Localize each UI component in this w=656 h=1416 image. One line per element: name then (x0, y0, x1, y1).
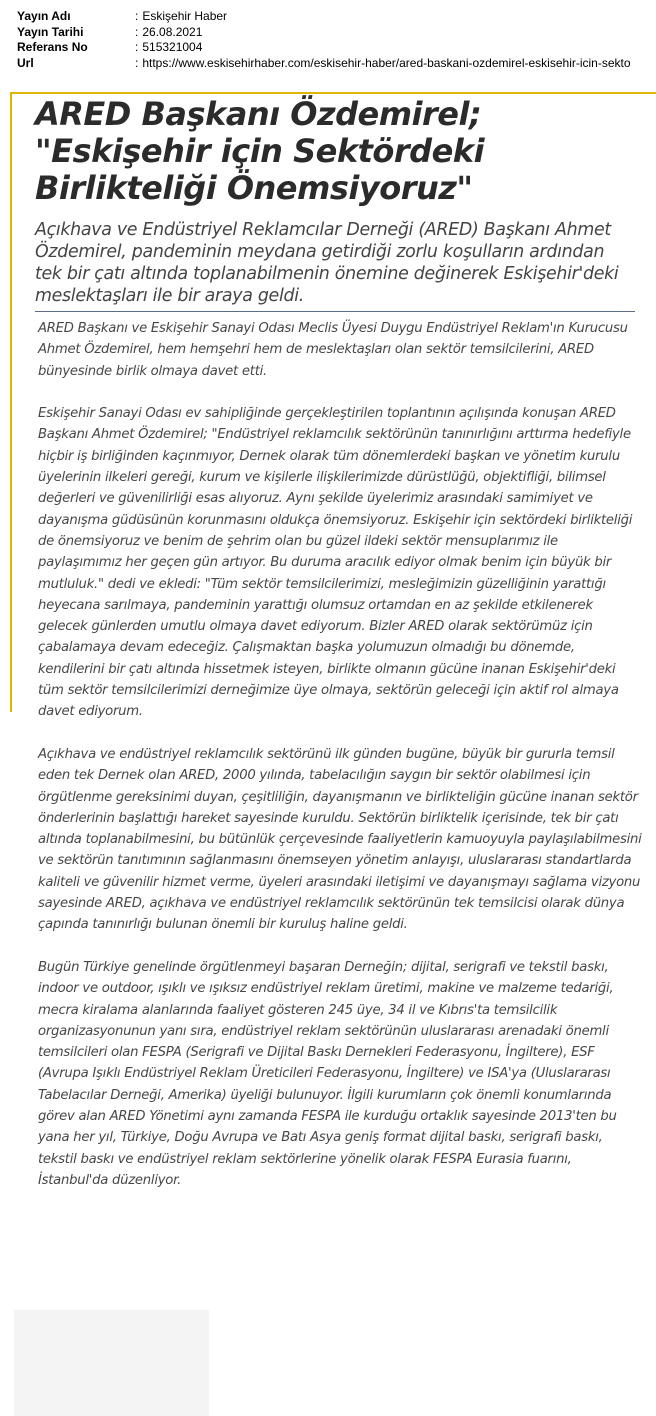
article-headline (35, 96, 635, 207)
headline-line: "Eskişehir için Sektördeki (35, 132, 485, 170)
meta-key: Url (17, 55, 34, 70)
clipping-metadata (17, 9, 656, 71)
meta-separator: : (135, 55, 139, 70)
meta-key: Referans No (17, 40, 88, 54)
page-shadow (14, 1310, 209, 1416)
headline-line: ARED Başkanı Özdemirel; (35, 95, 482, 133)
meta-row-reference (17, 40, 656, 56)
meta-value: 515321004 (142, 40, 203, 54)
meta-key: Yayın Adı (17, 9, 71, 23)
meta-separator: : (135, 9, 139, 23)
article-lead: Açıkhava ve Endüstriyel Reklamcılar Derneği (ARED) Başkanı Ahmet Özdemirel, pandeminin meydana getirdiği zorlu koşulların ardından tek bir çatı altında toplanabilmenin önemine değinerek Eskişehir'deki meslektaşları ile bir araya geldi. (35, 220, 619, 306)
meta-url-value[interactable]: https://www.eskisehirhaber.com/eskisehir-haber/ared-baskani-ozdemirel-eskisehir-icin-sekto (142, 55, 631, 70)
meta-row-date (17, 25, 656, 41)
article-paragraph: Bugün Türkiye genelinde örgütlenmeyi başaran Derneğin; dijital, serigrafi ve tekstil baskı, indoor ve outdoor, ışıklı ve ışıksız endüstriyel reklam üretimi, makine ve malzeme tedariği, mecra kiralama alanlarında faaliyet gösteren 245 üye, 34 il ve Kıbrıs'ta temsilcilik organizasyonunun yanı sıra, endüstriyel reklam sektörünün uluslararası arenadaki önemli temsilcileri olan FESPA (Serigrafi ve Dijital Baskı Dernekleri Federasyonu, İngiltere), ESF (Avrupa Işıklı Endüstriyel Reklam Üreticileri Federasyonu, İngiltere) ve ISA'ya (Uluslararası Tabelacılar Derneği, Amerika) üyeliği bulunuyor. İlgili kurumların çok önemli konumlarında görev alan ARED Yönetimi aynı zamanda FESPA ile kurduğu ortaklık sayesinde 2013'ten bu yana her yıl, Türkiye, Doğu Avrupa ve Batı Asya geniş format dijital baskı, serigrafi baskı, tekstil baskı ve endüstriyel reklam sektörlerine yönelik olarak FESPA Eurasia fuarını, İstanbul'da düzenliyor. (38, 959, 617, 1188)
meta-key: Yayın Tarihi (17, 24, 84, 39)
headline-line: Birlikteliği Önemsiyoruz" (35, 169, 473, 207)
meta-row-publication (17, 9, 656, 25)
article-paragraph: Eskişehir Sanayi Odası ev sahipliğinde gerçekleştirilen toplantının açılışında konuşan ARED Başkanı Ahmet Özdemirel; "Endüstriyel reklamcılık sektörünün tanınırlığını arttırma hedefiyle hiçbir iş birliğinden kaçınmıyor, Dernek olarak tüm dönemlerdeki başkan ve yönetim kurulu üyelerinin ilkeleri gereği, kurum ve kişilerle ilişkilerimizde dürüstlüğü, objektifliği, bilimsel değerleri ve güvenilirliği esas alıyoruz. Aynı şekilde üyelerimiz arasındaki samimiyet ve dayanışma güdüsünün korunmasını oldukça önemsiyoruz. Eskişehir için sektördeki birlikteliği de önemsiyoruz ve benim de şehrim olan bu güzel ildeki sektör mensuplarımız ile paylaşımımız her geçen gün artıyor. Bu duruma aracılık ediyor olmak benim için büyük bir mutluluk." dedi ve ekledi: "Tüm sektör temsilcilerimizi, mesleğimizin güzelliğinin yarattığı heyecana sarılmaya, pandeminin yarattığı olumsuz ortamdan en az şekilde etkilenerek gelecek günlerden umutlu olmaya davet ediyorum. Bizler ARED olarak sektörümüz için çabalamaya devam edeceğiz. Çalışmaktan başka yolumuzun olmadığı bu dönemde, kendilerini bir çatı altında hissetmek isteyen, birlikte olmanın gücüne inanan Eskişehir'deki tüm sektör temsilcilerimizi derneğimize üye olmaya, sektörün geleceği için aktif rol almaya davet ediyorum. (38, 406, 633, 720)
meta-row-url (17, 56, 656, 72)
article-body (38, 318, 642, 1191)
article-paragraph: ARED Başkanı ve Eskişehir Sanayi Odası Meclis Üyesi Duygu Endüstriyel Reklam'ın Kurucusu Ahmet Özdemirel, hem hemşehri hem de meslektaşları olan sektör temsilcilerini, ARED bünyesinde birlik olmaya davet etti. (38, 321, 628, 379)
meta-separator: : (135, 24, 139, 39)
meta-separator: : (135, 40, 139, 54)
meta-value: Eskişehir Haber (142, 9, 228, 23)
article (20, 96, 646, 1191)
meta-value: 26.08.2021 (142, 24, 203, 39)
lead-divider (35, 311, 635, 312)
article-paragraph: Açıkhava ve endüstriyel reklamcılık sektörünü ilk günden bugüne, büyük bir gururla temsil eden tek Dernek olan ARED, 2000 yılında, tabelacılığın saygın bir sektör olabilmesi için örgütlenme gereksinimi duyan, çeşitliliğin, dayanışmanın ve birlikteliğin gücüne inanan sektör önderlerinin başlattığı hareket sayesinde kuruldu. Sektörün birliktelik içerisinde, tek bir çatı altında toplanabilmesini, bu bütünlük çerçevesinde faaliyetlerin kamuoyuyla paylaşılabilmesini ve sektörün tanıtımının sağlanmasını önemseyen yönetim anlayışı, uluslararası standartlarda kaliteli ve güvenilir hizmet verme, üyeleri arasındaki iletişimi ve dayanışmayı sağlama vizyonu sayesinde ARED, açıkhava ve endüstriyel reklamcılık sektörünün tek temsilcisi olarak dünya çapında tanınırlığı bulunan önemli bir kuruluş haline geldi. (38, 746, 642, 933)
